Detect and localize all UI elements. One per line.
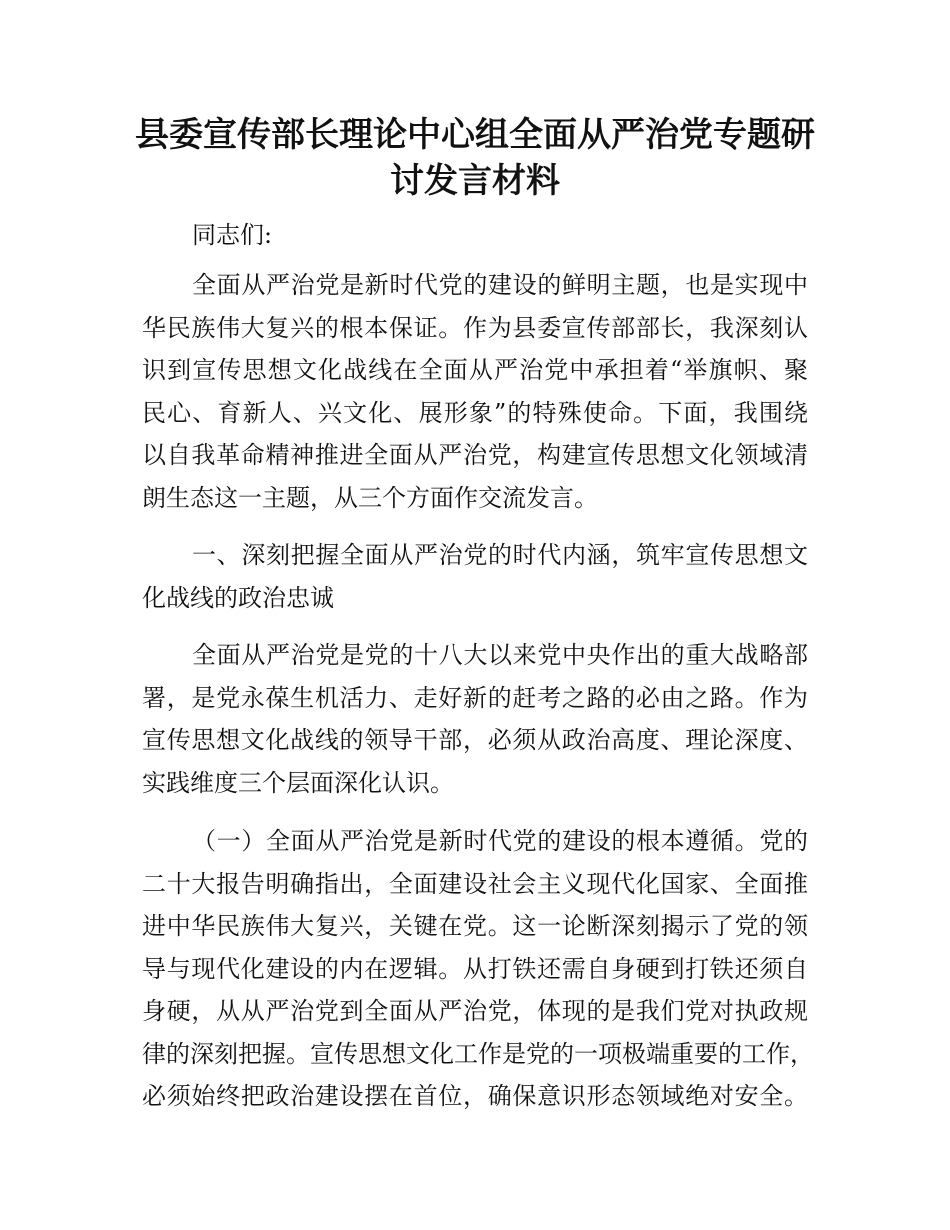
text-line: 全面从严治党是新时代党的建设的鲜明主题，也是实现中: [192, 271, 808, 299]
greeting: [142, 214, 808, 257]
text-line: 以自我革命精神推进全面从严治党，构建宣传思想文化领域清: [142, 441, 808, 469]
title-line: 县委宣传部长理论中心组全面从严治党专题研: [135, 115, 815, 155]
text-line: 识到宣传思想文化战线在全面从严治党中承担着“举旗帜、聚: [142, 356, 808, 384]
text-line: 身硬，从从严治党到全面从严治党，体现的是我们党对执政规: [142, 997, 808, 1025]
text-line: 二十大报告明确指出，全面建设社会主义现代化国家、全面推: [142, 869, 808, 898]
text-line: 一、深刻把握全面从严治党的时代内涵，筑牢宣传思想文: [192, 541, 808, 569]
text-line: 同志们:: [192, 221, 273, 249]
paragraph-intro: [142, 264, 808, 519]
text-line: 实践维度三个层面深化认识。: [142, 768, 454, 797]
document-title: [120, 112, 830, 204]
text-line: 民心、育新人、兴文化、展形象”的特殊使命。下面，我围绕: [142, 398, 808, 427]
text-line: （一）全面从严治党是新时代党的建设的根本遵循。党的: [192, 827, 808, 855]
title-line: 讨发言材料: [390, 161, 560, 201]
text-line: 华民族伟大复兴的根本保证。作为县委宣传部部长，我深刻认: [142, 313, 808, 342]
text-line: 朗生态这一主题，从三个方面作交流发言。: [142, 483, 598, 512]
text-line: 律的深刻把握。宣传思想文化工作是党的一项极端重要的工作，: [142, 1039, 814, 1068]
text-line: 化战线的政治忠诚: [142, 583, 334, 612]
paragraph-subsection-1: [142, 820, 814, 1118]
section-heading-1: [142, 534, 808, 619]
text-line: 署，是党永葆生机活力、走好新的赶考之路的必由之路。作为: [142, 683, 808, 712]
text-line: 导与现代化建设的内在逻辑。从打铁还需自身硬到打铁还须自: [142, 954, 808, 983]
text-line: 进中华民族伟大复兴，关键在党。这一论断深刻揭示了党的领: [142, 912, 808, 940]
paragraph-section-1: [142, 634, 808, 804]
text-line: 必须始终把政治建设摆在首位，确保意识形态领域绝对安全。: [142, 1082, 808, 1110]
text-line: 宣传思想文化战线的领导干部，必须从政治高度、理论深度、: [142, 726, 808, 754]
text-line: 全面从严治党是党的十八大以来党中央作出的重大战略部: [192, 641, 808, 669]
